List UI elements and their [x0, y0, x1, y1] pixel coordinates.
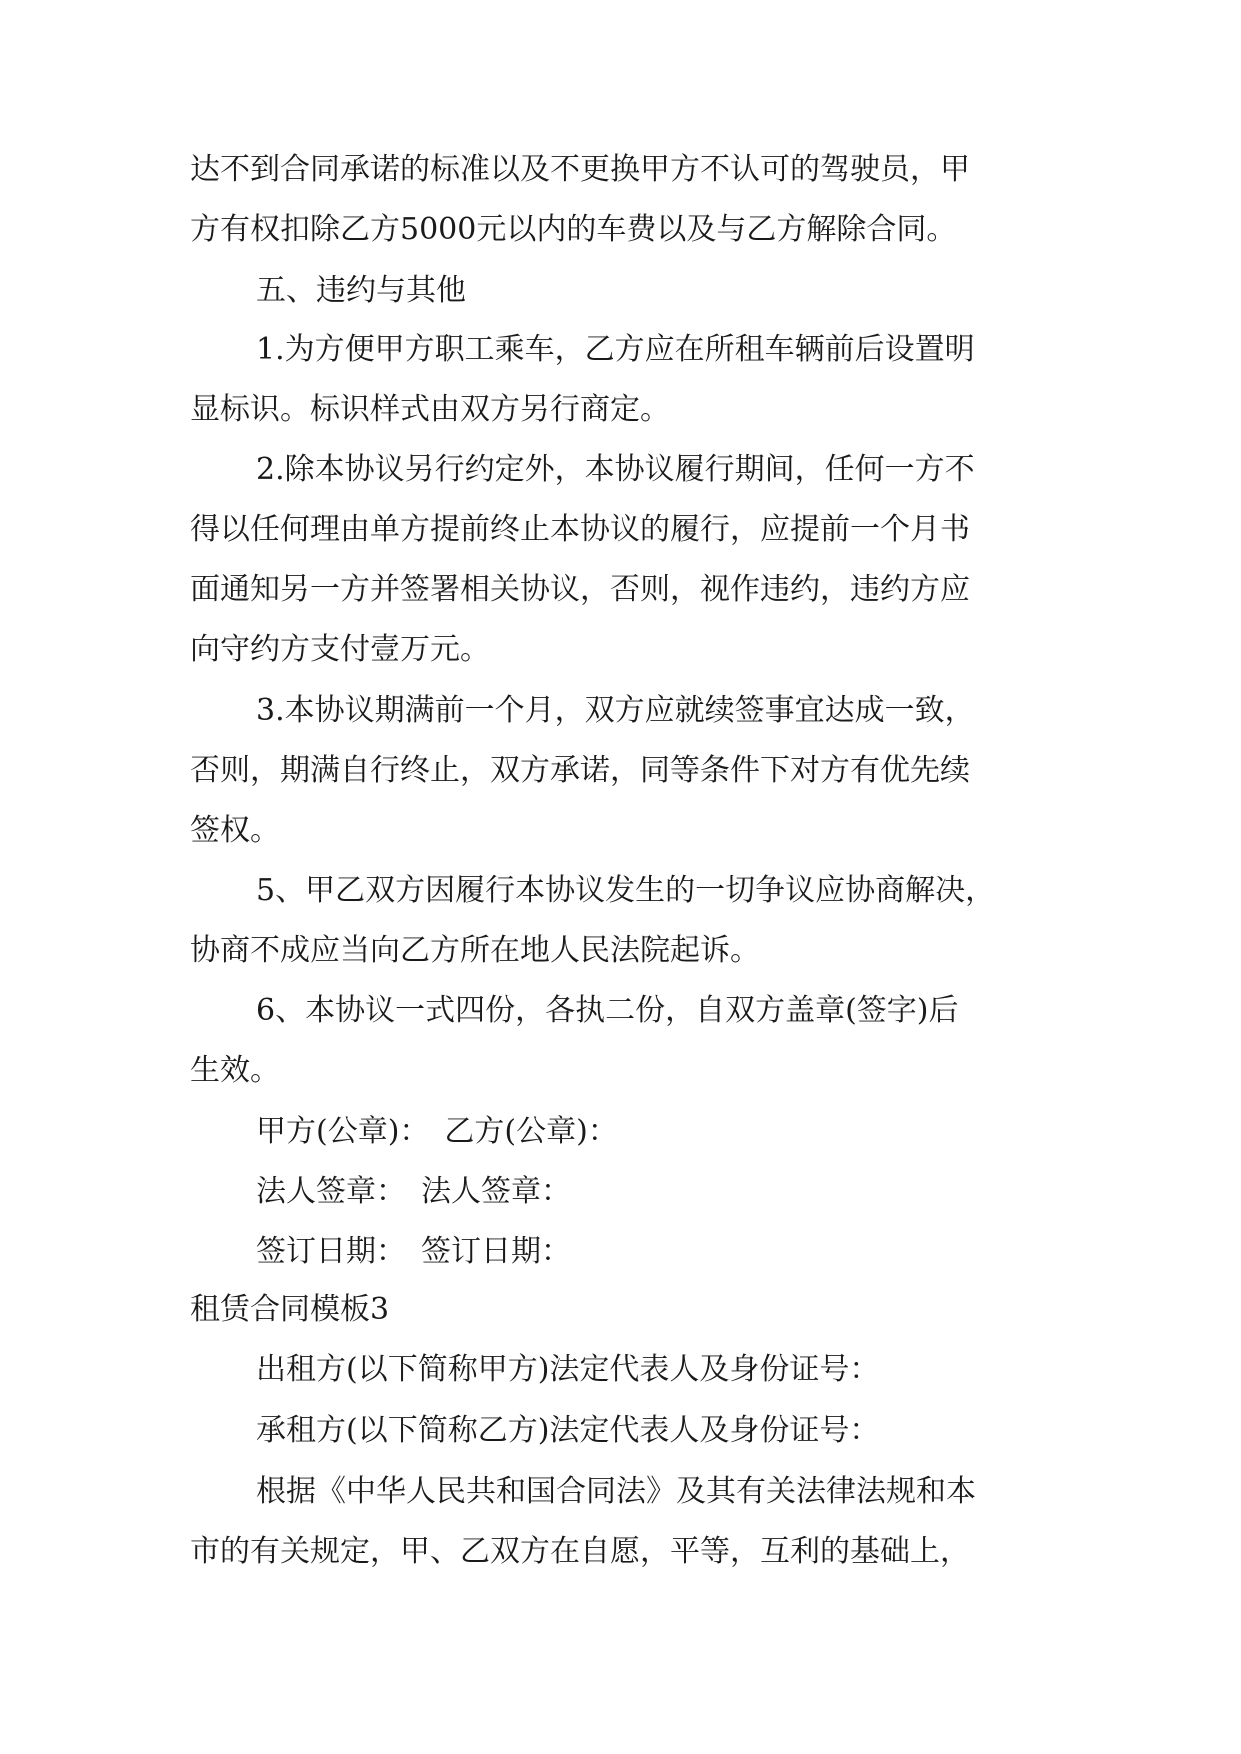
paragraph-line: 1.为方便甲方职工乘车，乙方应在所租车辆前后设置明: [256, 332, 975, 367]
paragraph-line: 承租方(以下简称乙方)法定代表人及身份证号：: [256, 1413, 880, 1448]
paragraph-line: 6、本协议一式四份，各执二份，自双方盖章(签字)后: [256, 993, 959, 1028]
paragraph-line: 市的有关规定，甲、乙双方在自愿，平等，互利的基础上，: [190, 1534, 970, 1569]
paragraph-line: 否则，期满自行终止，双方承诺，同等条件下对方有优先续: [190, 753, 970, 788]
signature-line: 法人签章： 法人签章：: [256, 1174, 571, 1209]
paragraph-line: 生效。: [190, 1053, 280, 1088]
document-title: 租赁合同模板3: [190, 1292, 390, 1327]
paragraph-line: 出租方(以下简称甲方)法定代表人及身份证号：: [256, 1352, 880, 1387]
paragraph-line: 根据《中华人民共和国合同法》及其有关法律法规和本: [256, 1474, 976, 1509]
paragraph-line: 协商不成应当向乙方所在地人民法院起诉。: [190, 933, 760, 968]
paragraph-line: 3.本协议期满前一个月，双方应就续签事宜达成一致，: [256, 693, 975, 728]
signature-line: 甲方(公章)： 乙方(公章)：: [256, 1114, 618, 1149]
section-heading: 五、违约与其他: [256, 273, 466, 308]
paragraph-line: 面通知另一方并签署相关协议，否则，视作违约，违约方应: [190, 572, 970, 607]
paragraph-line: 得以任何理由单方提前终止本协议的履行，应提前一个月书: [190, 512, 970, 547]
paragraph-line: 签权。: [190, 813, 280, 848]
paragraph-line: 达不到合同承诺的标准以及不更换甲方不认可的驾驶员，甲: [190, 152, 970, 187]
paragraph-line: 2.除本协议另行约定外，本协议履行期间，任何一方不: [256, 452, 975, 487]
signature-line: 签订日期： 签订日期：: [256, 1234, 571, 1269]
paragraph-line: 5、甲乙双方因履行本协议发生的一切争议应协商解决，: [256, 873, 996, 908]
paragraph-line: 显标识。标识样式由双方另行商定。: [190, 392, 670, 427]
paragraph-line: 方有权扣除乙方5000元以内的车费以及与乙方解除合同。: [190, 212, 957, 247]
paragraph-line: 向守约方支付壹万元。: [190, 632, 490, 667]
